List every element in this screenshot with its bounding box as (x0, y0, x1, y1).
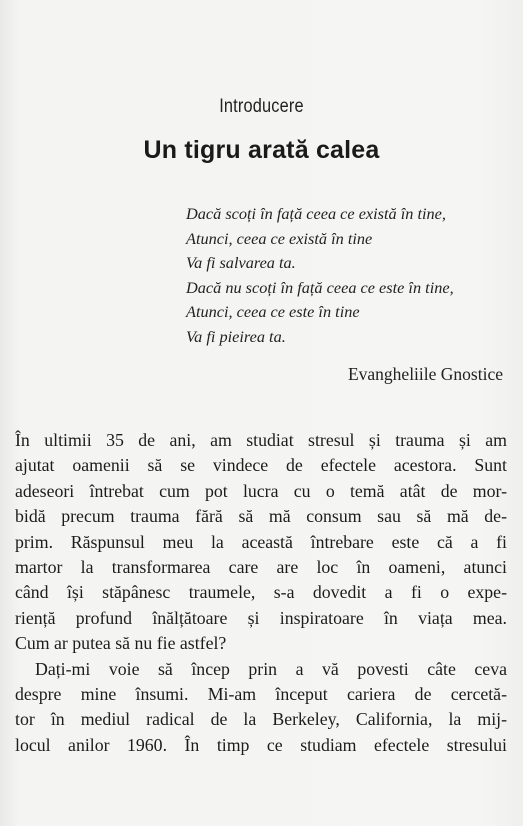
epigraph-line: Va fi pieirea ta. (186, 326, 286, 346)
body-line: Dați-mi voie să încep prin a vă povesti câte ceva (35, 658, 507, 679)
body-line: când își stăpânesc traumele, s-a dovedit a fi o expe- (15, 582, 507, 603)
body-line: despre mine însumi. Mi-am început cariera de cercetă- (15, 684, 507, 705)
chapter-title: Un tigru arată calea (143, 136, 380, 164)
epigraph-line: Atunci, ceea ce există în tine (186, 228, 373, 248)
body-line: adeseori întrebat cum pot lucra cu o temă atât de mor- (15, 480, 507, 501)
body-line: prim. Răspunsul meu la această întrebare este că a fi (15, 531, 507, 552)
epigraph-line: Va fi salvarea ta. (186, 253, 296, 272)
body-line: bidă precum trauma fără să mă consum sau să mă de- (15, 506, 507, 527)
chapter-label: Introducere (219, 96, 304, 117)
epigraph-line: Dacă nu scoți în față ceea ce este în tine, (186, 277, 454, 297)
epigraph-source: Evangheliile Gnostice (347, 364, 503, 384)
body-line: martor la transformarea care are loc în oameni, atunci (15, 557, 507, 578)
body-line: În ultimii 35 de ani, am studiat stresul și trauma și am (15, 430, 507, 450)
epigraph (186, 202, 506, 349)
epigraph-line: Atunci, ceea ce este în tine (186, 302, 360, 321)
body-line: locul anilor 1960. În timp ce studiam efectele stresului (15, 734, 507, 755)
body-line: tor în mediul radical de la Berkeley, California, la mij- (15, 709, 507, 730)
body-line: riență profund înălțătoare și inspiratoare în viața mea. (15, 607, 507, 628)
epigraph-line: Dacă scoți în față ceea ce există în tine, (186, 204, 446, 223)
body-text (15, 428, 507, 758)
body-line: Cum ar putea să nu fie astfel? (15, 633, 227, 654)
body-line: ajutat oamenii să se vindece de efectele acestora. Sunt (15, 455, 507, 476)
